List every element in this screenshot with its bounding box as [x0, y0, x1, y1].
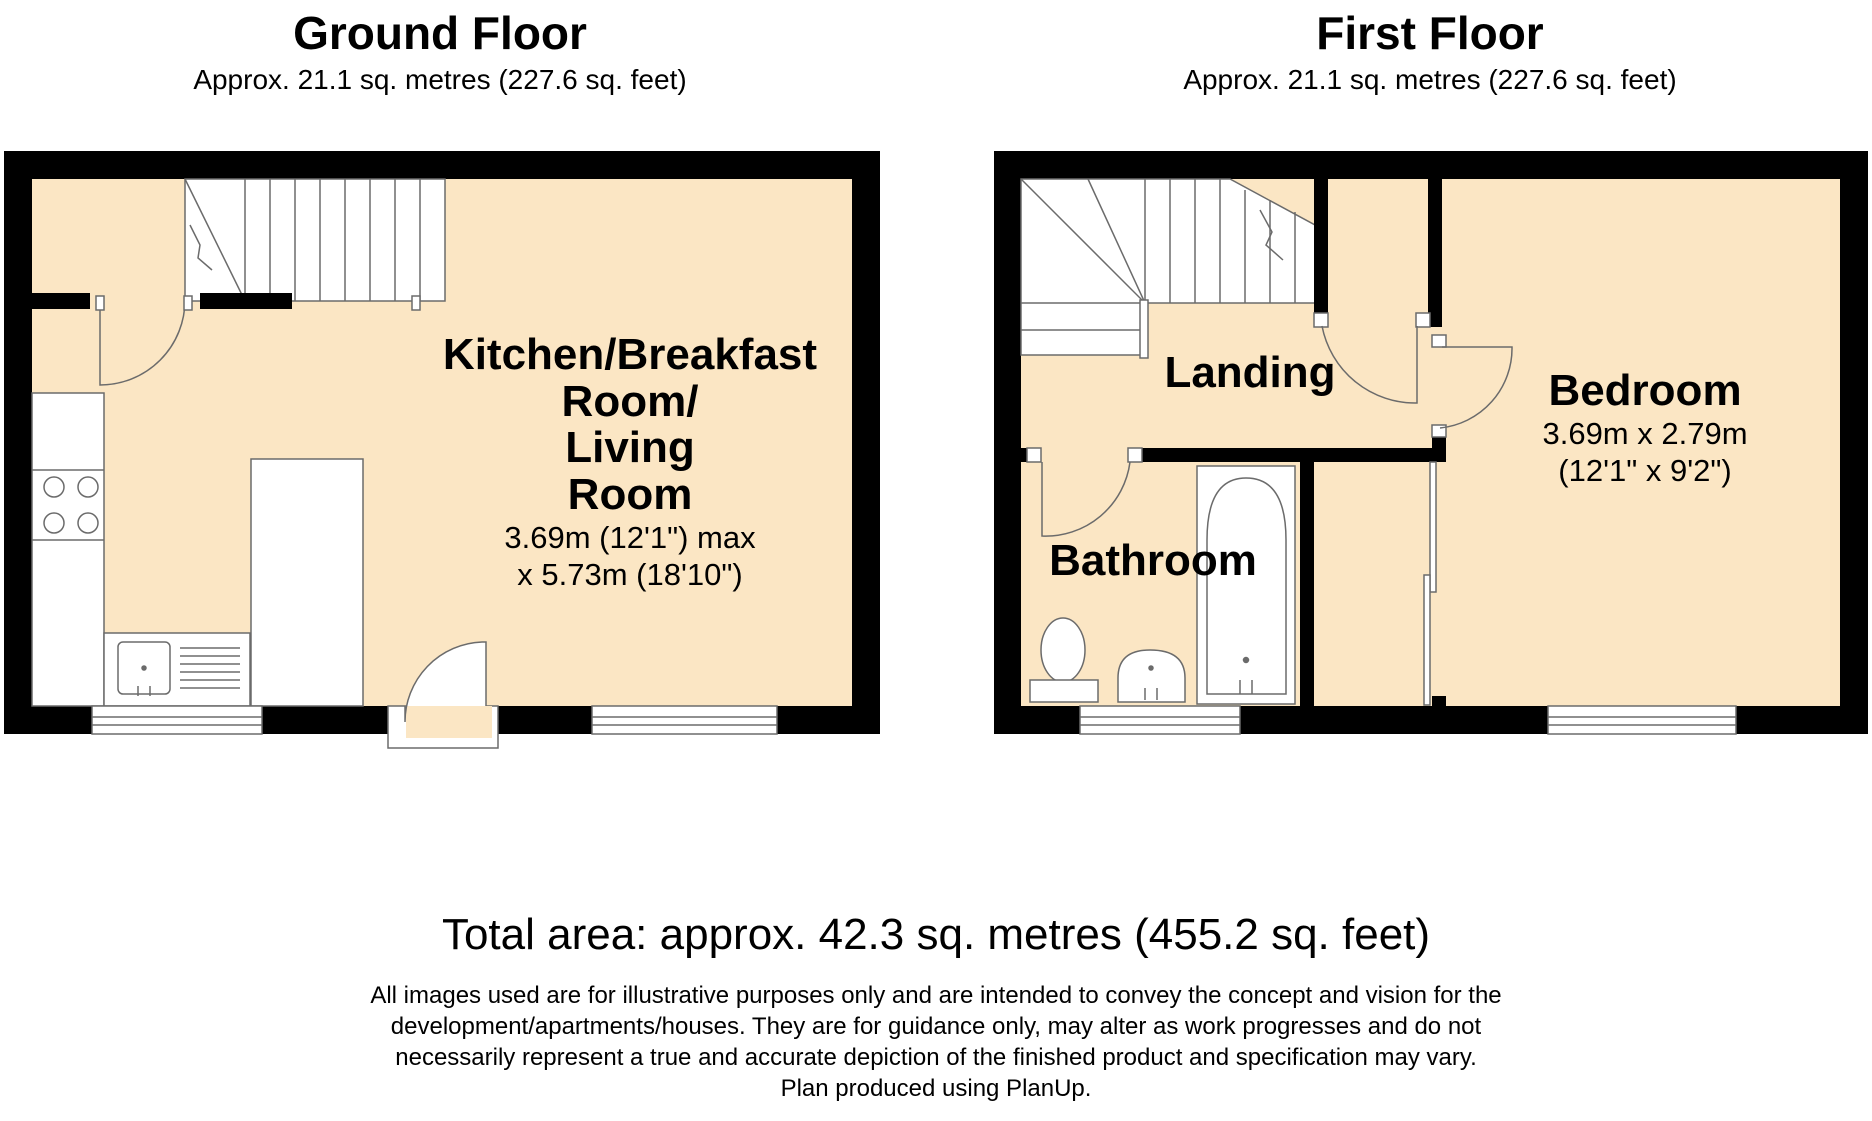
worktop-unit	[251, 459, 363, 706]
disclaimer-line: Plan produced using PlanUp.	[780, 1075, 1092, 1102]
bathroom-basin-icon	[1118, 650, 1185, 702]
bathroom-label	[1036, 538, 1270, 585]
bathtub-icon	[1197, 466, 1295, 704]
room-name-line: Bathroom	[1049, 536, 1257, 585]
disclaimer-line: All images used are for illustrative purposes only and are intended to convey the concept and vision for the	[370, 982, 1502, 1009]
landing-wall-left	[1314, 179, 1328, 315]
room-name-line: Kitchen/Breakfast	[442, 330, 818, 379]
bathroom-window	[1080, 706, 1240, 734]
ground-floor-title: Ground Floor	[293, 7, 587, 59]
first-floor-area: Approx. 21.1 sq. metres (227.6 sq. feet)	[1183, 64, 1677, 95]
disclaimer-line: development/apartments/houses. They are for guidance only, may alter as work progresses and do not	[390, 1013, 1482, 1040]
ground-floor-window-left	[92, 706, 262, 734]
ground-floor-window-right	[592, 706, 777, 734]
room-dimension-line: (12'1" x 9'2")	[1558, 452, 1732, 488]
room-name-line: Room/	[561, 376, 699, 426]
room-name-line: Living	[565, 423, 695, 473]
first-floor-title: First Floor	[1316, 7, 1544, 59]
disclaimer	[236, 980, 1636, 1104]
bedroom-wall-foot	[1432, 696, 1446, 706]
ground-floor-area: Approx. 21.1 sq. metres (227.6 sq. feet)	[193, 64, 687, 95]
total-area: Total area: approx. 42.3 sq. metres (455.2 sq. feet)	[441, 910, 1431, 959]
landing-label	[1140, 350, 1360, 397]
room-dimension-line: 3.69m (12'1") max	[504, 519, 756, 555]
ground-floor-staircase	[185, 179, 445, 310]
bedroom-wall	[1428, 179, 1442, 327]
room-name-line: Landing	[1164, 348, 1336, 397]
room-dimension-line: 3.69m x 2.79m	[1542, 415, 1748, 451]
hall-partition-wall-right	[200, 293, 292, 309]
bedroom-label	[1500, 368, 1790, 489]
kitchen-living-room-label	[410, 332, 850, 593]
room-name-line: Room	[567, 469, 693, 519]
disclaimer-line: necessarily represent a true and accurate depiction of the finished product and specification may vary.	[395, 1044, 1477, 1071]
hall-partition-wall	[32, 293, 90, 309]
bedroom-window	[1548, 706, 1736, 734]
room-dimension-line: x 5.73m (18'10")	[517, 556, 743, 592]
room-name-line: Bedroom	[1548, 366, 1742, 415]
bathroom-cupboard-wall	[1300, 462, 1314, 706]
bathroom-top-wall	[1130, 448, 1446, 462]
